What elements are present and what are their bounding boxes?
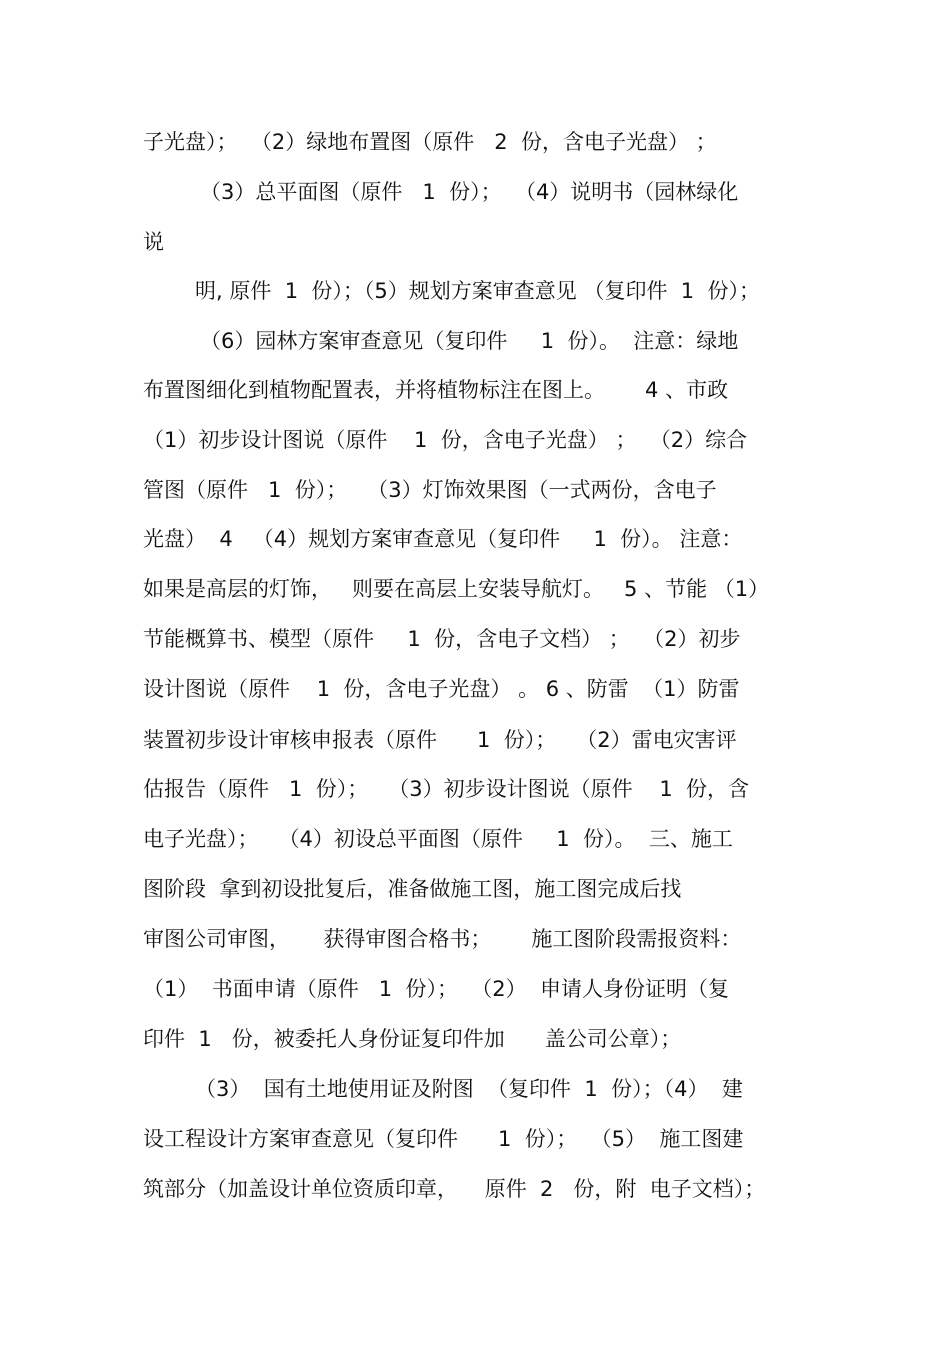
text-line-17: 审图公司审图， 获得审图合格书； 施工图阶段需报资料： [143,927,742,951]
text-line-14: 估报告（原件 1 份）； （3）初步设计图说（原件 1 份，含 [143,777,750,801]
text-line-21: 设工程设计方案审查意见（复印件 1 份）； （5） 施工图建 [143,1127,744,1151]
text-line-20: （3） 国有土地使用证及附图 （复印件 1 份）；（4） 建 [195,1077,743,1101]
text-line-5: （6）园林方案审查意见（复印件 1 份）。 注意：绿地 [200,329,739,353]
text-line-15: 电子光盘）； （4）初设总平面图（原件 1 份）。 三、施工 [143,827,733,851]
text-line-22: 筑部分（加盖设计单位资质印章， 原件 2 份，附 电子文档）； [143,1177,766,1201]
text-line-12: 设计图说（原件 1 份，含电子光盘） 。 6 、防雷 （1）防雷 [143,677,740,701]
text-line-10: 如果是高层的灯饰， 则要在高层上安装导航灯。 5 、节能 （1） [143,577,770,601]
text-line-18: （1） 书面申请（原件 1 份）； （2） 申请人身份证明（复 [143,977,730,1001]
text-line-19: 印件 1 份，被委托人身份证复印件加 盖公司公章）； [143,1027,682,1051]
text-line-9: 光盘） 4 （4）规划方案审查意见（复印件 1 份）。 注意： [143,527,743,551]
text-line-16: 图阶段 拿到初设批复后，准备做施工图，施工图完成后找 [143,877,682,901]
text-line-8: 管图（原件 1 份）； （3）灯饰效果图（一式两份，含电子 [143,478,717,502]
text-line-3: 说 [143,230,164,254]
text-line-6: 布置图细化到植物配置表，并将植物标注在图上。 4 、市政 [143,378,729,402]
text-line-4: 明, 原件 1 份）；（5）规划方案审查意见 （复印件 1 份）； [195,279,761,303]
text-line-2: （3）总平面图（原件 1 份）； （4）说明书（园林绿化 [200,180,739,204]
text-line-7: （1）初步设计图说（原件 1 份，含电子光盘） ； （2）综合 [143,428,748,452]
text-line-1: 子光盘）； （2）绿地布置图（原件 2 份，含电子光盘） ； [143,130,717,154]
text-line-13: 装置初步设计审核申报表（原件 1 份）； （2）雷电灾害评 [143,728,737,752]
text-line-11: 节能概算书、模型（原件 1 份，含电子文档） ； （2）初步 [143,627,741,651]
